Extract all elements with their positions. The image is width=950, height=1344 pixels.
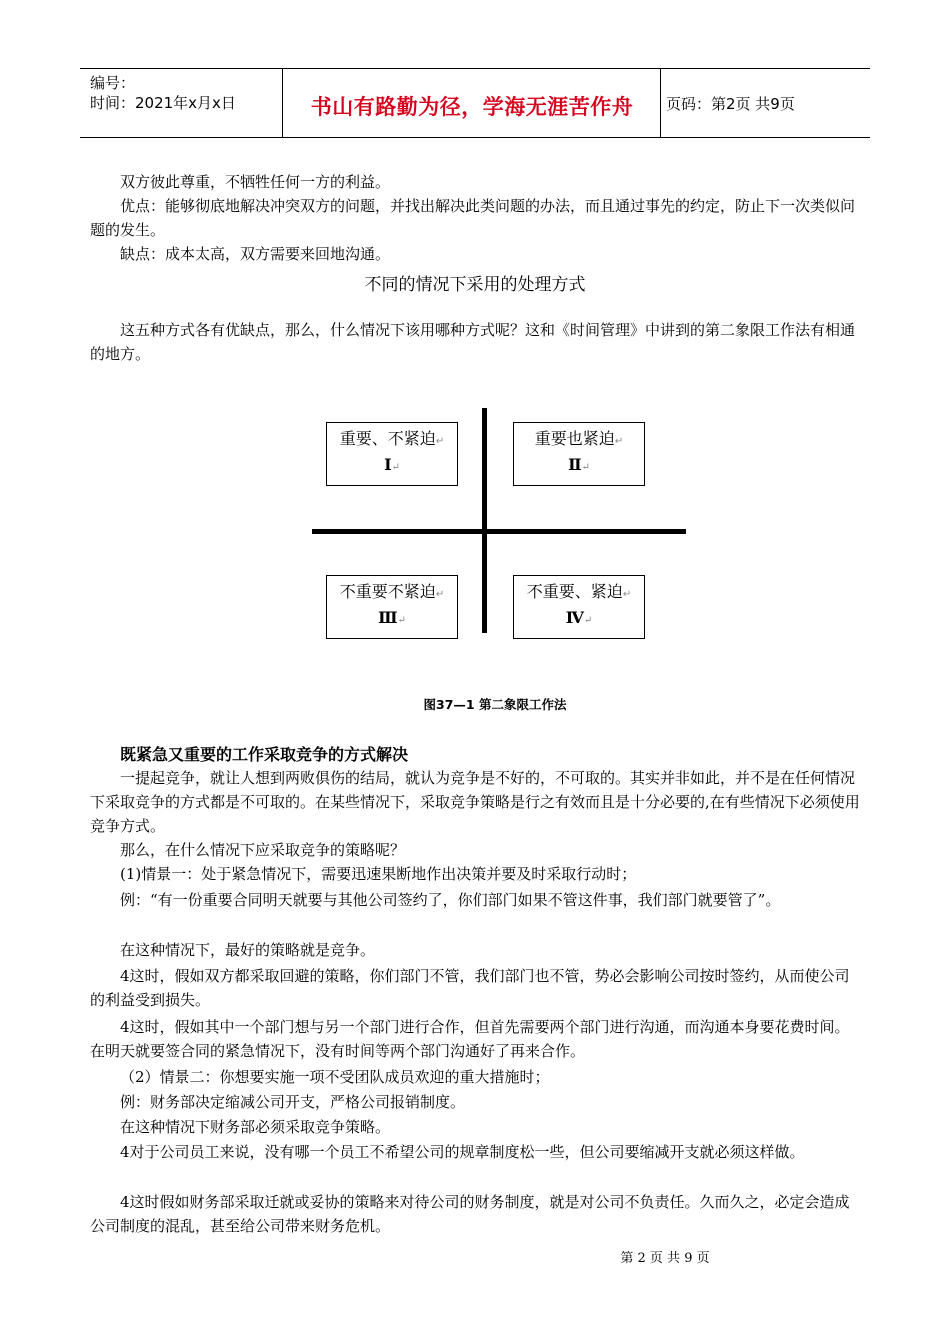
- quadrant-4-number: Ⅳ: [565, 608, 584, 627]
- paragraph: 在这种情况下财务部必须采取竞争策略。: [120, 1118, 391, 1136]
- quadrant-2-number: Ⅱ: [568, 455, 582, 474]
- quadrant-1-number: Ⅰ: [384, 455, 392, 474]
- paragraph: 例：财务部决定缩减公司开支，严格公司报销制度。: [120, 1093, 466, 1111]
- paragraph: 在这种情况下，最好的策略就是竞争。: [120, 941, 376, 959]
- paragraph: 缺点：成本太高，双方需要来回地沟通。: [120, 245, 391, 263]
- intro-paragraph: 这五种方式各有优缺点，那么，什么情况下该用哪种方式呢？这和《时间管理》中讲到的第二象限工作法有相通的地方。: [90, 321, 856, 363]
- quadrant-4-label: 不重要、紧迫: [526, 582, 623, 601]
- return-mark: ↵: [583, 615, 593, 626]
- paragraph: 4这时，假如双方都采取回避的策略，你们部门不管，我们部门也不管，势必会影响公司按时签约，从而使公司的利益受到损失。: [90, 967, 850, 1009]
- subheading: 既紧急又重要的工作采取竞争的方式解决: [120, 745, 409, 764]
- paragraph: 一提起竞争，就让人想到两败俱伤的结局，就认为竞争是不好的，不可取的。其实并非如此，并不是在任何情况下采取竞争的方式都是不可取的。在某些情况下，采取竞争策略是行之有效而且是十分必要的,在有些情况下必须使用竞争方式。: [90, 769, 860, 835]
- paragraph: （2）情景二：你想要实施一项不受团队成员欢迎的重大措施时；: [120, 1068, 550, 1086]
- vertical-axis: [482, 408, 487, 633]
- paragraph: 那么，在什么情况下应采取竞争的策略呢？: [120, 841, 406, 859]
- quadrant-4: [513, 575, 645, 639]
- quadrant-3: [326, 575, 458, 639]
- quadrant-2-label: 重要也紧迫: [534, 429, 615, 448]
- return-mark: ↵: [614, 436, 624, 447]
- paragraph: 双方彼此尊重，不牺牲任何一方的利益。: [120, 173, 391, 191]
- section-title: 不同的情况下采用的处理方式: [364, 275, 586, 295]
- header-table: [80, 68, 870, 138]
- paragraph: 4对于公司员工来说，没有哪一个员工不希望公司的规章制度松一些，但公司要缩减开支就必须这样做。: [120, 1143, 805, 1161]
- return-mark: ↵: [391, 462, 400, 473]
- paragraph: 4这时假如财务部采取迁就或妥协的策略来对待公司的财务制度，就是对公司不负责任。久而久之，必定会造成公司制度的混乱，甚至给公司带来财务危机。: [90, 1193, 850, 1235]
- quadrant-3-number: Ⅲ: [378, 608, 398, 627]
- header-left: [90, 73, 236, 113]
- paragraph: (1)情景一：处于紧急情况下，需要迅速果断地作出决策并要及时采取行动时；: [120, 865, 637, 883]
- paragraph: 例：“有一份重要合同明天就要与其他公司签约了，你们部门如果不管这件事，我们部门就要管了”。: [120, 891, 781, 909]
- paragraph: 4这时，假如其中一个部门想与另一个部门进行合作，但首先需要两个部门进行沟通，而沟通本身要花费时间。在明天就要签合同的紧急情况下，没有时间等两个部门沟通好了再来合作。: [90, 1018, 850, 1060]
- quadrant-1: [326, 422, 458, 486]
- return-mark: ↵: [622, 589, 632, 600]
- date-label: 时间：2021年x月x日: [90, 94, 236, 112]
- horizontal-axis: [312, 529, 686, 534]
- header-page-label: 页码：第2页 共9页: [666, 95, 795, 113]
- header-motto: 书山有路勤为径，学海无涯苦作舟: [310, 95, 634, 119]
- quadrant-2: [513, 422, 645, 486]
- return-mark: ↵: [581, 462, 590, 473]
- return-mark: ↵: [435, 436, 445, 447]
- return-mark: ↵: [397, 615, 406, 626]
- code-label: 编号：: [90, 74, 136, 92]
- paragraph: 优点：能够彻底地解决冲突双方的问题，并找出解决此类问题的办法，而且通过事先的约定，防止下一次类似问题的发生。: [90, 197, 856, 239]
- figure-caption: 图37—1 第二象限工作法: [423, 697, 567, 712]
- quadrant-3-label: 不重要不紧迫: [339, 582, 436, 601]
- page-footer: 第 2 页 共 9 页: [620, 1251, 710, 1266]
- return-mark: ↵: [435, 589, 445, 600]
- header-divider-2: [660, 69, 661, 137]
- quadrant-1-label: 重要、不紧迫: [339, 429, 436, 448]
